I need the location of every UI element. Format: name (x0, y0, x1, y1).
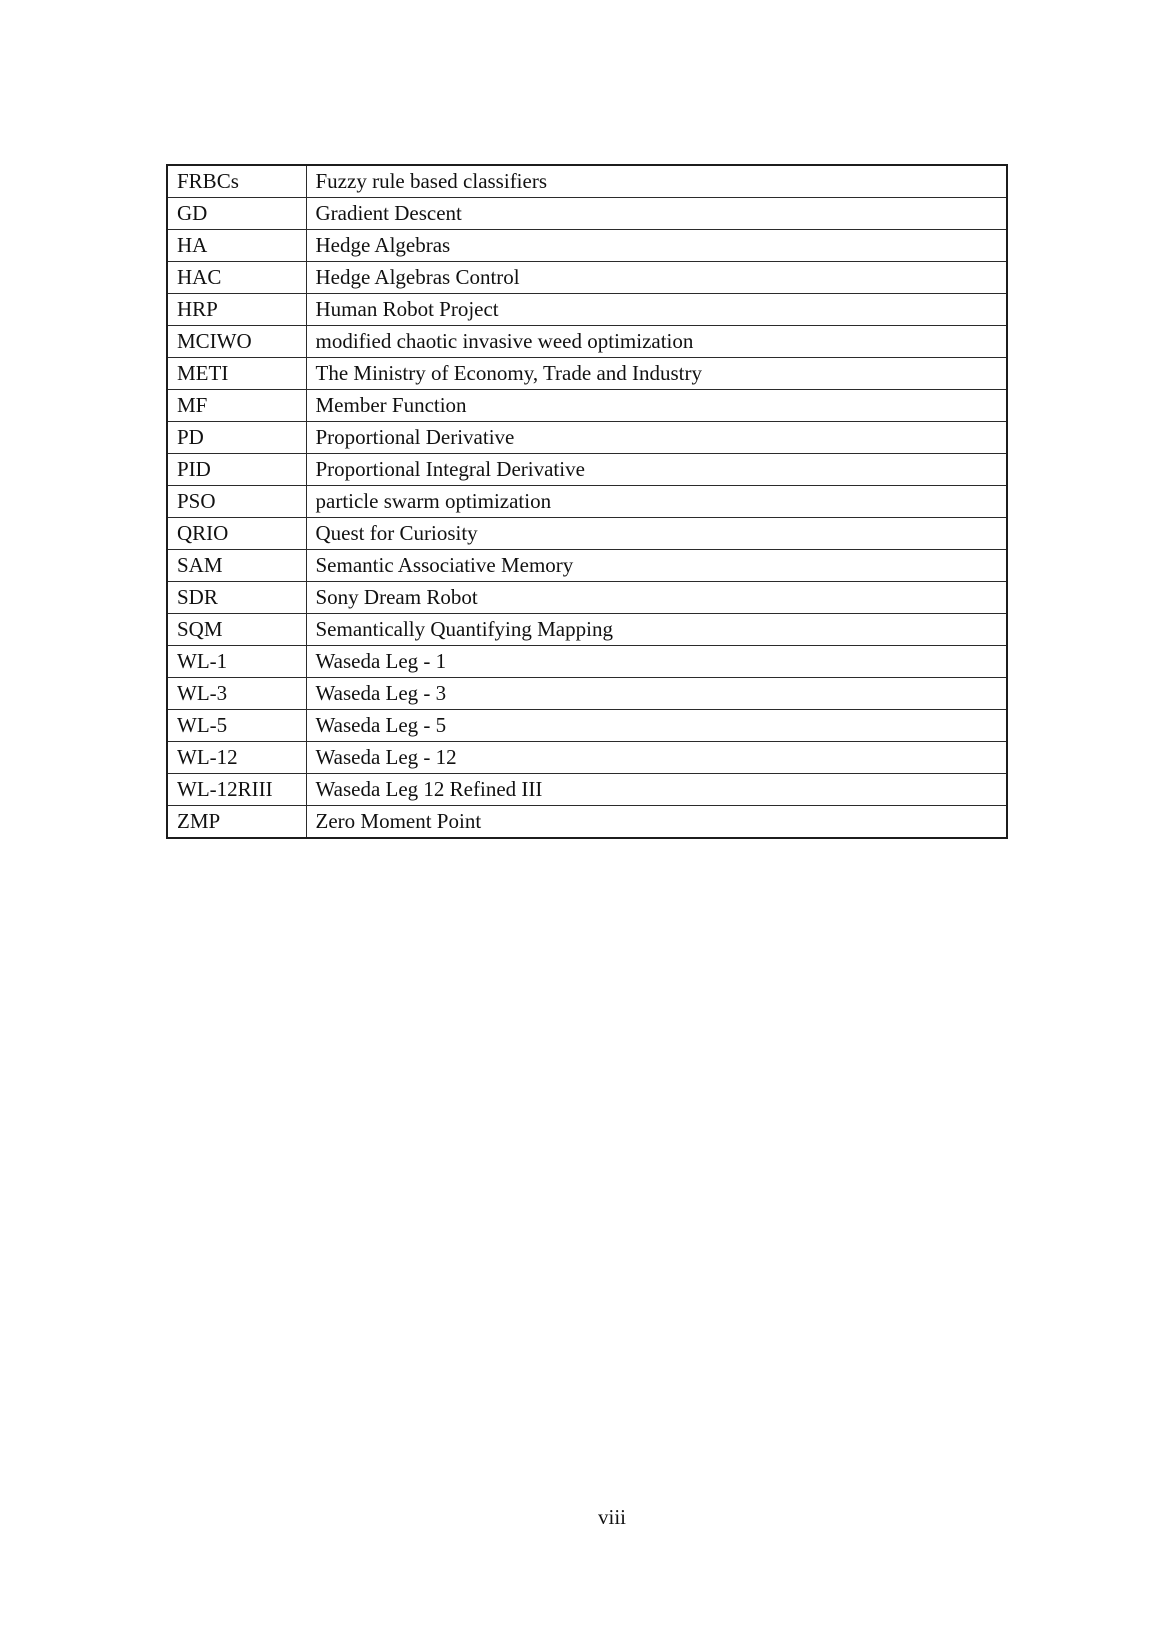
definition-cell: Sony Dream Robot (306, 582, 1007, 614)
table-row (167, 454, 1007, 486)
page-number: viii (597, 1505, 627, 1529)
abbr-cell: WL-5 (167, 710, 306, 742)
table-row (167, 230, 1007, 262)
abbr-cell: MF (167, 390, 306, 422)
abbr-cell: WL-3 (167, 678, 306, 710)
table-row (167, 165, 1007, 198)
definition-cell: Quest for Curiosity (306, 518, 1007, 550)
table-row (167, 390, 1007, 422)
table-row (167, 358, 1007, 390)
table-row (167, 678, 1007, 710)
table-row (167, 294, 1007, 326)
definition-cell: Fuzzy rule based classifiers (306, 165, 1007, 198)
table-row (167, 742, 1007, 774)
definition-cell: Proportional Derivative (306, 422, 1007, 454)
abbr-cell: QRIO (167, 518, 306, 550)
definition-cell: Waseda Leg - 1 (306, 646, 1007, 678)
definition-cell: Semantic Associative Memory (306, 550, 1007, 582)
definition-cell: modified chaotic invasive weed optimization (306, 326, 1007, 358)
abbr-cell: PID (167, 454, 306, 486)
abbr-cell: FRBCs (167, 165, 306, 198)
table-row (167, 550, 1007, 582)
abbr-cell: HRP (167, 294, 306, 326)
abbr-cell: PD (167, 422, 306, 454)
abbr-cell: HA (167, 230, 306, 262)
table-row (167, 710, 1007, 742)
abbr-cell: ZMP (167, 806, 306, 839)
definition-cell: Waseda Leg - 12 (306, 742, 1007, 774)
definition-cell: Zero Moment Point (306, 806, 1007, 839)
abbr-cell: WL-1 (167, 646, 306, 678)
abbr-cell: GD (167, 198, 306, 230)
table-row (167, 806, 1007, 839)
definition-cell: Hedge Algebras (306, 230, 1007, 262)
table-row (167, 518, 1007, 550)
table-row (167, 198, 1007, 230)
definition-cell: Semantically Quantifying Mapping (306, 614, 1007, 646)
definition-cell: Waseda Leg - 5 (306, 710, 1007, 742)
table-row (167, 582, 1007, 614)
abbr-cell: SQM (167, 614, 306, 646)
definition-cell: particle swarm optimization (306, 486, 1007, 518)
abbr-cell: HAC (167, 262, 306, 294)
abbr-cell: SDR (167, 582, 306, 614)
table-row (167, 326, 1007, 358)
table-row (167, 262, 1007, 294)
definition-cell: The Ministry of Economy, Trade and Industry (306, 358, 1007, 390)
abbr-cell: MCIWO (167, 326, 306, 358)
definition-cell: Proportional Integral Derivative (306, 454, 1007, 486)
abbr-cell: WL-12 (167, 742, 306, 774)
table-row (167, 774, 1007, 806)
table-row (167, 486, 1007, 518)
abbr-cell: METI (167, 358, 306, 390)
table-row (167, 646, 1007, 678)
table-row (167, 422, 1007, 454)
abbr-cell: PSO (167, 486, 306, 518)
definition-cell: Hedge Algebras Control (306, 262, 1007, 294)
abbr-cell: WL-12RIII (167, 774, 306, 806)
table-row (167, 614, 1007, 646)
definition-cell: Waseda Leg - 3 (306, 678, 1007, 710)
definition-cell: Gradient Descent (306, 198, 1007, 230)
definition-cell: Member Function (306, 390, 1007, 422)
abbreviations-table (166, 164, 1008, 839)
abbr-cell: SAM (167, 550, 306, 582)
definition-cell: Human Robot Project (306, 294, 1007, 326)
definition-cell: Waseda Leg 12 Refined III (306, 774, 1007, 806)
